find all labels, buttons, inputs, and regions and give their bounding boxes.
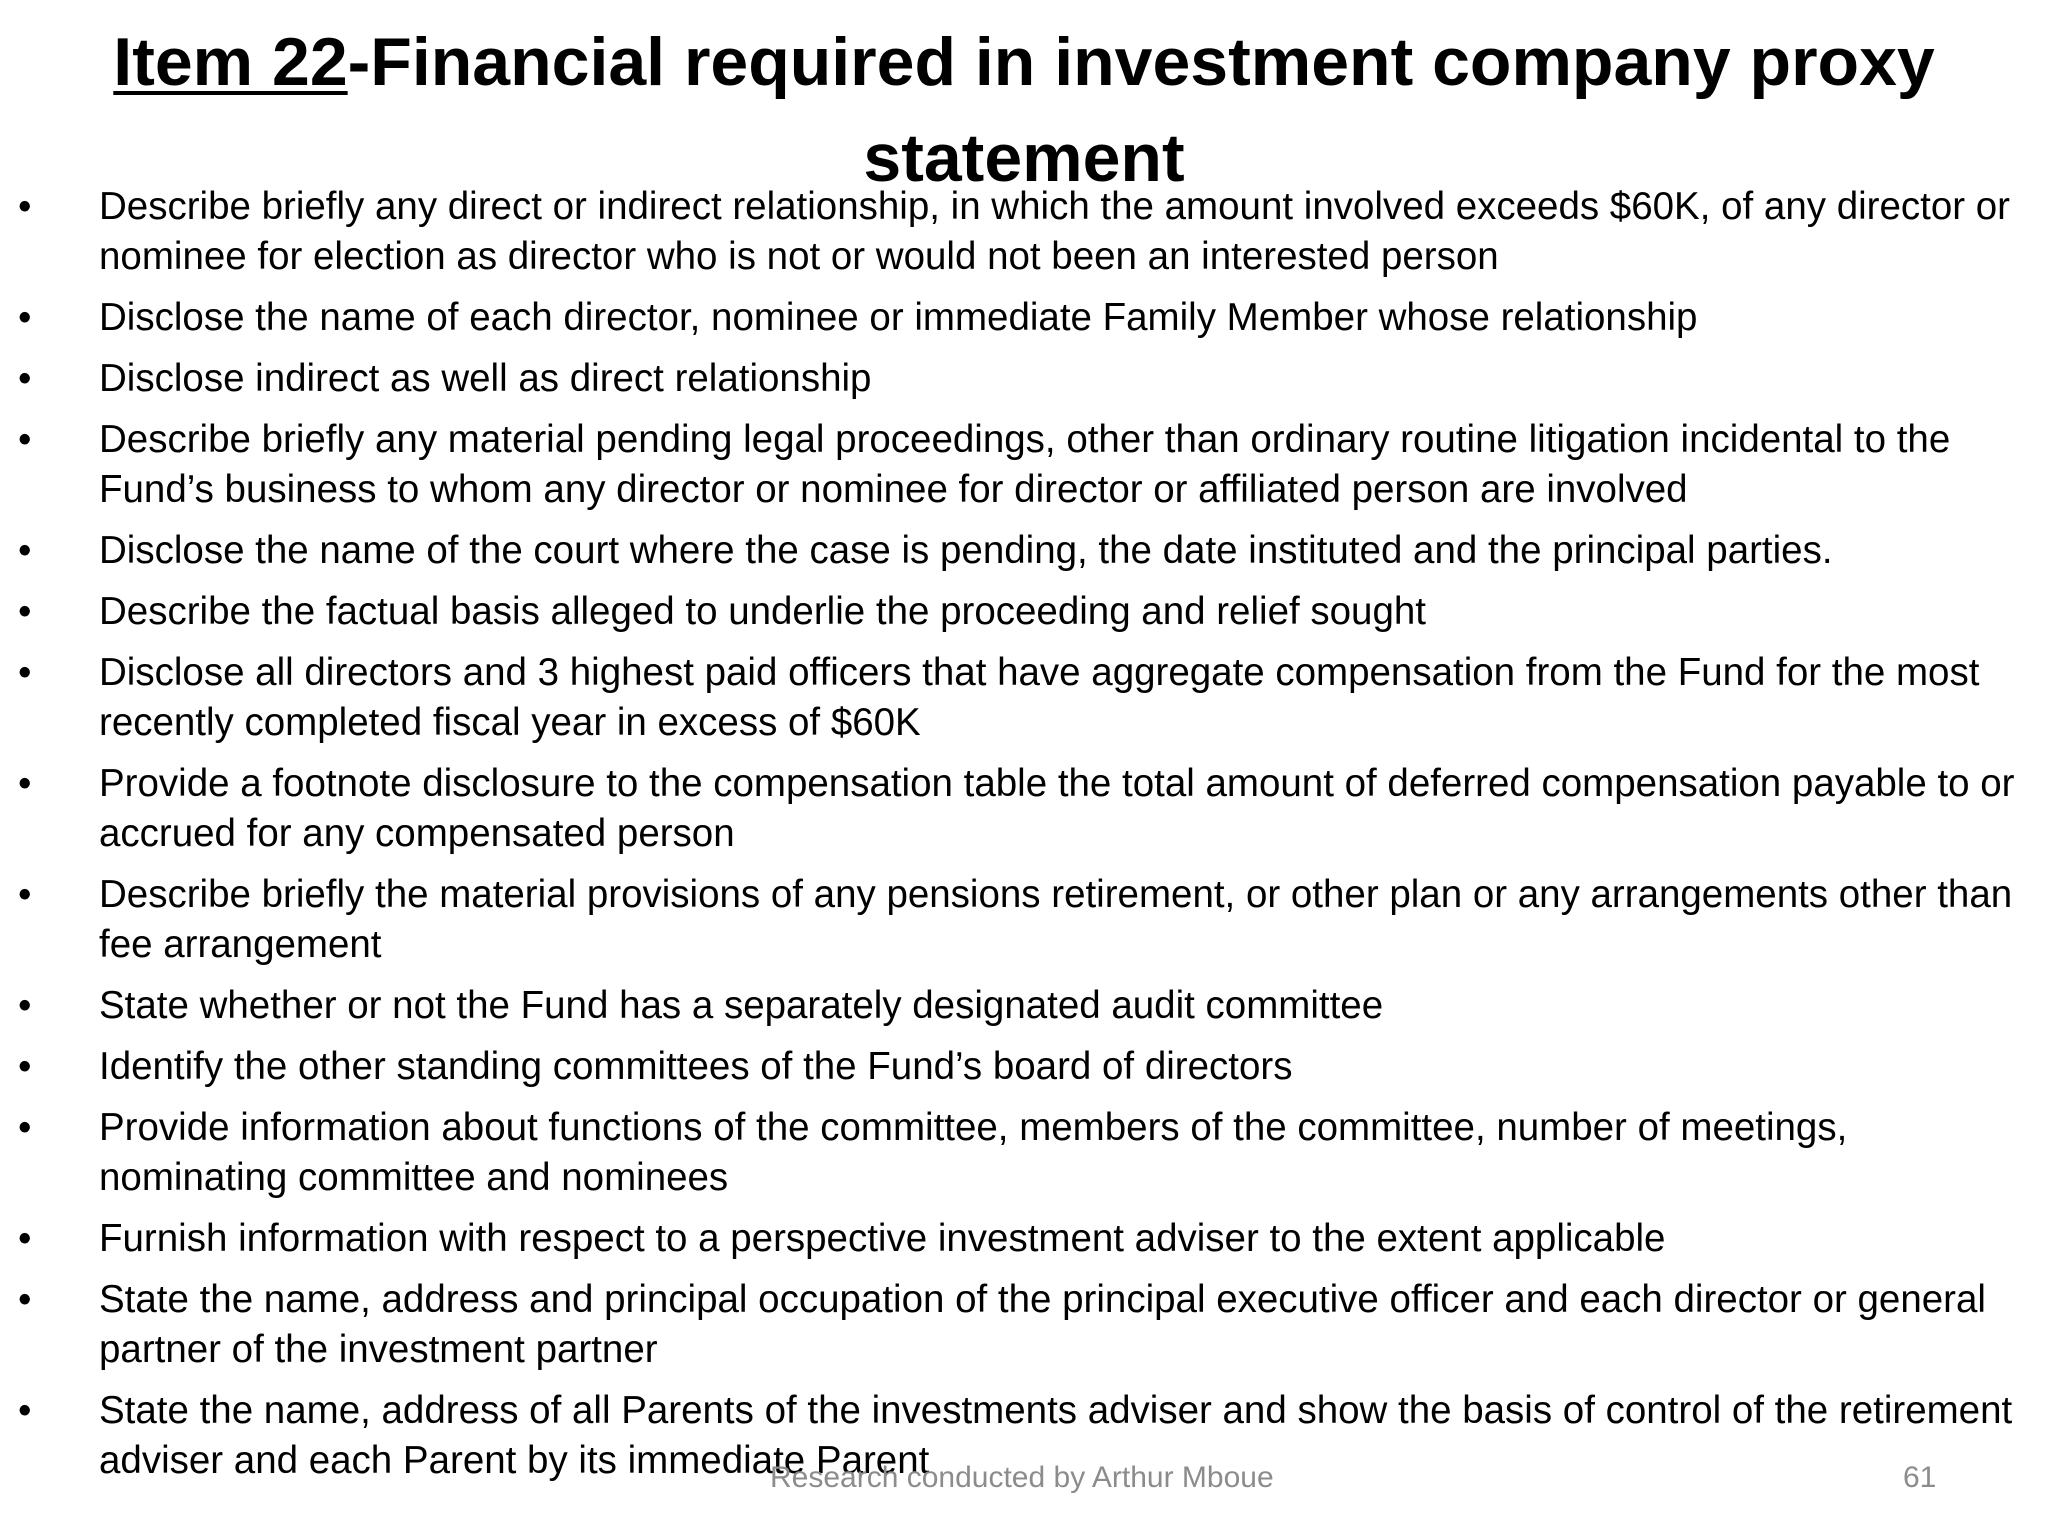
bullet-text: Disclose the name of the court where the case is pending, the date instituted and the principal parties. <box>99 529 1833 572</box>
list-item <box>0 182 2048 282</box>
bullet-text: State the name, address of all Parents of the investments adviser and show the basis of control of the retirement adviser and each Parent by its immediate Parent <box>99 1389 2013 1482</box>
bullet-text: Furnish information with respect to a perspective investment adviser to the extent applicable <box>99 1217 1666 1260</box>
bullet-text: Disclose all directors and 3 highest paid officers that have aggregate compensation from the Fund for the most recently completed fiscal year in excess of $60K <box>99 651 1980 744</box>
bullet-icon: • <box>18 1106 32 1149</box>
title-text: -Financial required in investment company proxy statement <box>347 24 1935 196</box>
list-item <box>0 1103 2048 1203</box>
bullet-icon: • <box>18 590 32 633</box>
bullet-text: Identify the other standing committees of the Fund’s board of directors <box>99 1045 1293 1088</box>
list-item <box>0 587 2048 637</box>
bullet-text: State whether or not the Fund has a separately designated audit committee <box>99 984 1384 1027</box>
bullet-text: Describe briefly any direct or indirect relationship, in which the amount involved exceeds $60K, of any director or nominee for election as director who is not or would not been an interested person <box>99 185 2010 278</box>
list-item <box>0 981 2048 1031</box>
slide-title <box>0 14 2048 206</box>
bullet-icon: • <box>18 296 32 339</box>
page-number: 61 <box>1903 1461 1937 1494</box>
bullet-icon: • <box>18 1278 32 1321</box>
list-item <box>0 1042 2048 1092</box>
bullet-icon: • <box>18 651 32 694</box>
bullet-icon: • <box>18 1045 32 1088</box>
bullet-text: Provide a footnote disclosure to the compensation table the total amount of deferred compensation payable to or accrued for any compensated person <box>99 762 2015 855</box>
bullet-text: State the name, address and principal occupation of the principal executive officer and each director or general partner of the investment partner <box>99 1278 1986 1371</box>
bullet-icon: • <box>18 418 32 461</box>
list-item <box>0 1214 2048 1264</box>
list-item <box>0 415 2048 515</box>
title-item-label: Item 22 <box>113 24 348 100</box>
bullet-text: Disclose indirect as well as direct relationship <box>99 357 872 400</box>
list-item <box>0 648 2048 748</box>
bullet-text: Describe briefly the material provisions of any pensions retirement, or other plan or any arrangements other than fee arrangement <box>99 873 2013 966</box>
list-item <box>0 293 2048 343</box>
bullet-icon: • <box>18 529 32 572</box>
list-item <box>0 870 2048 970</box>
footer-credit: Research conducted by Arthur Mboue <box>770 1461 1274 1494</box>
bullet-icon: • <box>18 1389 32 1432</box>
bullet-icon: • <box>18 357 32 400</box>
bullet-icon: • <box>18 762 32 805</box>
bullet-text: Disclose the name of each director, nominee or immediate Family Member whose relationship <box>99 296 1698 339</box>
list-item <box>0 526 2048 576</box>
bullet-icon: • <box>18 873 32 916</box>
bullet-icon: • <box>18 185 32 228</box>
list-item <box>0 354 2048 404</box>
bullet-text: Describe briefly any material pending legal proceedings, other than ordinary routine litigation incidental to the Fund’s business to whom any director or nominee for director or affiliated person are involved <box>99 418 1951 511</box>
list-item <box>0 1275 2048 1375</box>
bullet-list <box>0 182 2048 1497</box>
bullet-text: Provide information about functions of the committee, members of the committee, number of meetings, nominating committee and nominees <box>99 1106 1848 1199</box>
bullet-text: Describe the factual basis alleged to underlie the proceeding and relief sought <box>99 590 1426 633</box>
bullet-icon: • <box>18 1217 32 1260</box>
list-item <box>0 759 2048 859</box>
bullet-icon: • <box>18 984 32 1027</box>
